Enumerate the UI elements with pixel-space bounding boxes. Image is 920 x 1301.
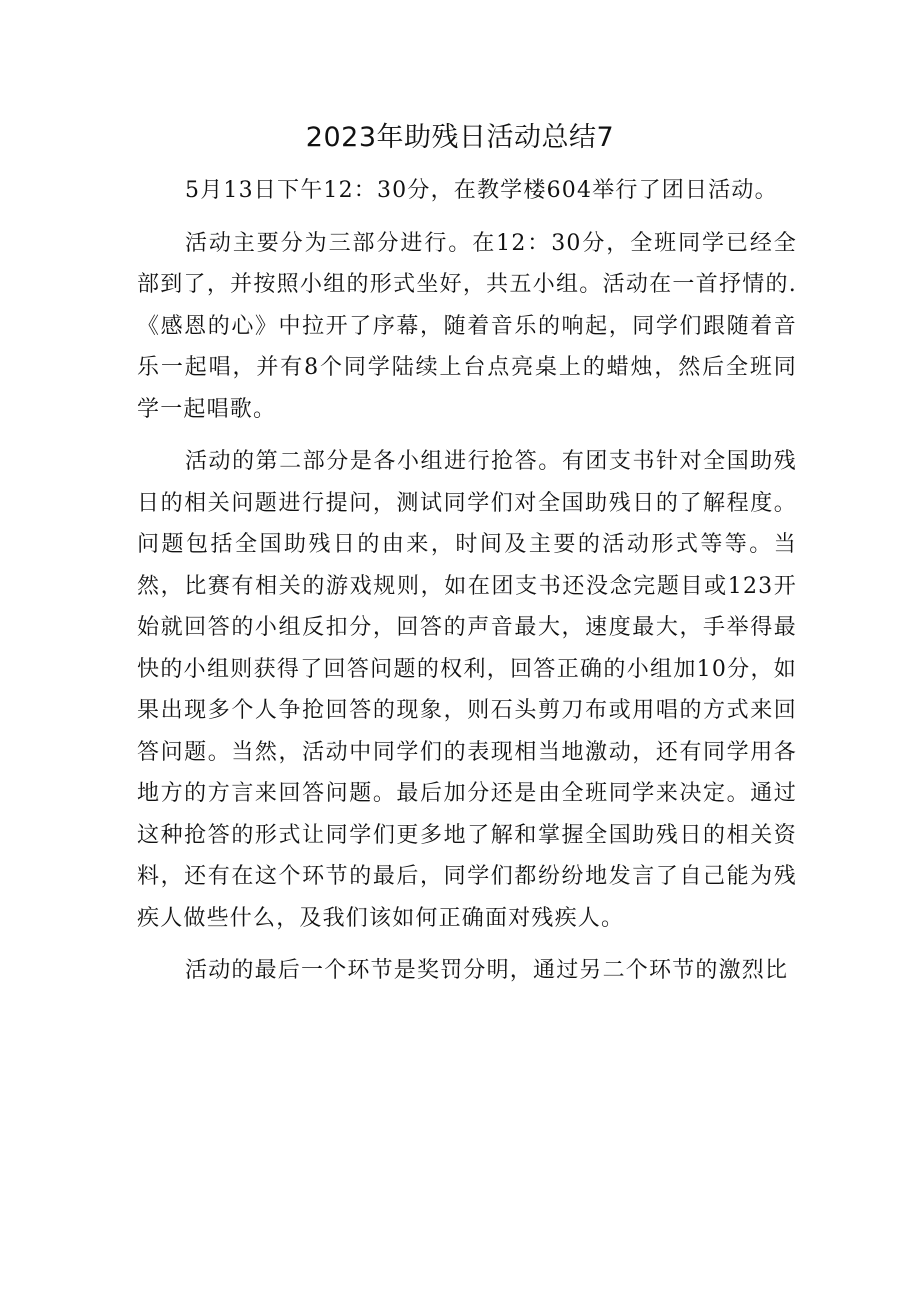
paragraph-4: 活动的最后一个环节是奖罚分明，通过另二个环节的激烈比 bbox=[185, 958, 789, 983]
document-body bbox=[137, 170, 797, 1003]
document-title: 2023年助残日活动总结7 bbox=[305, 122, 615, 153]
paragraph-2: 活动主要分为三部分进行。在12：30分，全班同学已经全部到了，并按照小组的形式坐好，共五小组。活动在一首抒情的.《感恩的心》中拉开了序幕，随着音乐的响起，同学们跟随着音乐一起唱，并有8个同学陆续上台点亮桌上的蜡烛，然后全班同学一起唱歌。 bbox=[137, 230, 797, 422]
paragraph-3: 活动的第二部分是各小组进行抢答。有团支书针对全国助残日的相关问题进行提问，测试同学们对全国助残日的了解程度。问题包括全国助残日的由来，时间及主要的活动形式等等。当然，比赛有相关的游戏规则，如在团支书还没念完题目或123开始就回答的小组反扣分，回答的声音最大，速度最大，手举得最快的小组则获得了回答问题的权利，回答正确的小组加10分，如果出现多个人争抢回答的现象，则石头剪刀布或用唱的方式来回答问题。当然，活动中同学们的表现相当地激动，还有同学用各地方的方言来回答问题。最后加分还是由全班同学来决定。通过这种抢答的形式让同学们更多地了解和掌握全国助残日的相关资料，还有在这个环节的最后，同学们都纷纷地发言了自己能为残疾人做些什么，及我们该如何正确面对残疾人。 bbox=[137, 449, 797, 931]
paragraph-1: 5月13日下午12：30分，在教学楼604举行了团日活动。 bbox=[185, 178, 778, 203]
